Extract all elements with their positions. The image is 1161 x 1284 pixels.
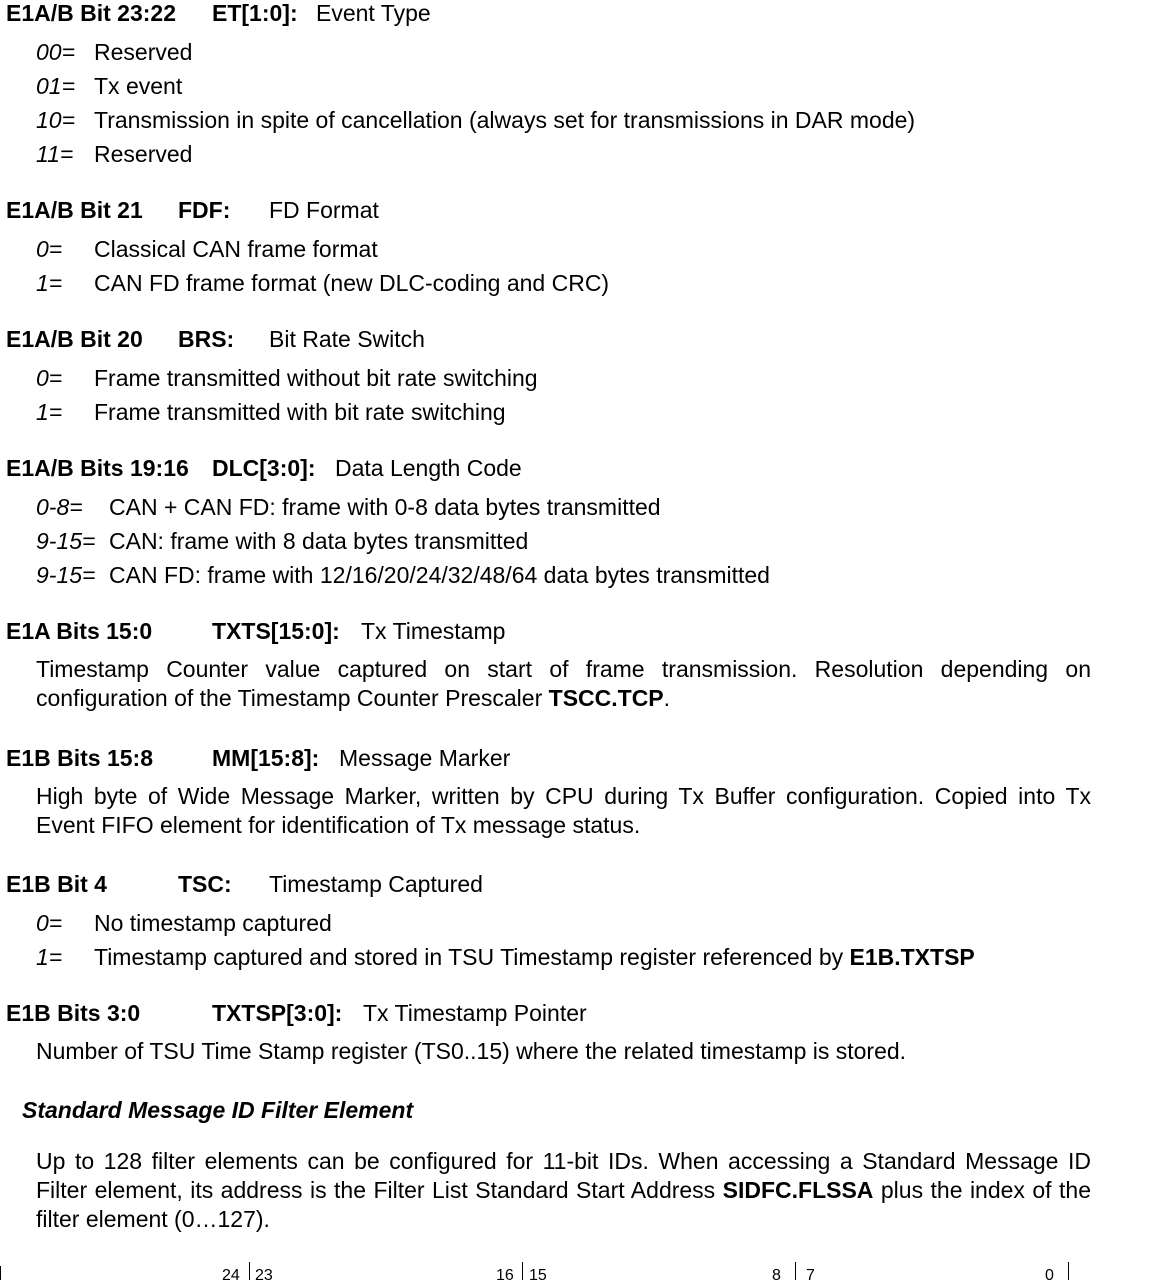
- value-code: 00=: [36, 39, 76, 65]
- field-name: TXTSP[3:0]:: [212, 1000, 343, 1026]
- field-title: Timestamp Captured: [269, 871, 483, 897]
- field-title: Event Type: [316, 0, 431, 26]
- register-label: E1B Bits 15:8: [6, 745, 154, 771]
- value-text: Tx event: [94, 73, 183, 99]
- value-text: Timestamp captured and stored in TSU Timestamp register referenced by E1B.TXTSP: [94, 944, 975, 970]
- value-code: 9-15=: [36, 562, 96, 588]
- value-code: 0=: [36, 365, 63, 391]
- value-code: 1=: [36, 270, 63, 296]
- bit-tick-label: 15: [529, 1267, 547, 1284]
- value-code: 0=: [36, 236, 63, 262]
- field-description: Timestamp Counter value captured on start of frame transmission. Resolution depending on configuration of the Timestamp Counter Prescaler TSCC.TCP.: [36, 656, 1091, 711]
- field-name: ET[1:0]:: [212, 0, 298, 26]
- register-label: E1A Bits 15:0: [6, 618, 153, 644]
- value-code: 11=: [36, 141, 74, 167]
- register-label: E1A/B Bits 19:16: [6, 455, 189, 481]
- value-text: Transmission in spite of cancellation (always set for transmissions in DAR mode): [94, 107, 916, 133]
- value-code: 10=: [36, 107, 76, 133]
- bit-ruler-line: [522, 1262, 523, 1280]
- field-title: FD Format: [269, 197, 379, 223]
- value-text: No timestamp captured: [94, 910, 332, 936]
- section-description: Up to 128 filter elements can be configured for 11-bit IDs. When accessing a Standard Message ID Filter element, its address is the Filter List Standard Start Address SIDFC.FLSSA plus the index of the filter element (0…127).: [36, 1148, 1091, 1232]
- value-code: 1=: [36, 944, 63, 970]
- value-text: Reserved: [94, 141, 193, 167]
- bit-ruler-line: [795, 1262, 796, 1280]
- field-title: Message Marker: [339, 745, 511, 771]
- value-text: CAN + CAN FD: frame with 0-8 data bytes transmitted: [109, 494, 661, 520]
- field-name: MM[15:8]:: [212, 745, 320, 771]
- section-heading: Standard Message ID Filter Element: [22, 1097, 414, 1123]
- value-text: CAN FD: frame with 12/16/20/24/32/48/64 data bytes transmitted: [109, 562, 770, 588]
- value-code: 0-8=: [36, 494, 83, 520]
- field-name: TSC:: [178, 871, 232, 897]
- register-label: E1B Bit 4: [6, 871, 107, 897]
- field-title: Tx Timestamp: [361, 618, 506, 644]
- field-description: Number of TSU Time Stamp register (TS0..15) where the related timestamp is stored.: [36, 1038, 907, 1064]
- register-label: E1A/B Bit 20: [6, 326, 143, 352]
- field-title: Bit Rate Switch: [269, 326, 425, 352]
- field-name: FDF:: [178, 197, 231, 223]
- bit-tick-label: 0: [1045, 1267, 1054, 1284]
- value-code: 01=: [36, 73, 76, 99]
- field-description: High byte of Wide Message Marker, written by CPU during Tx Buffer configuration. Copied into Tx Event FIFO element for identification of Tx message status.: [36, 783, 1091, 838]
- field-name: DLC[3:0]:: [212, 455, 316, 481]
- bit-ruler-line: [0, 1266, 1, 1280]
- bit-tick-label: 23: [255, 1267, 273, 1284]
- bit-tick-label: 24: [222, 1267, 240, 1284]
- value-text: Frame transmitted with bit rate switching: [94, 399, 506, 425]
- bit-tick-label: 8: [772, 1267, 781, 1284]
- bit-ruler-line: [249, 1262, 250, 1280]
- bit-tick-label: 16: [496, 1267, 514, 1284]
- register-label: E1A/B Bit 21: [6, 197, 143, 223]
- value-code: 9-15=: [36, 528, 96, 554]
- value-text: Reserved: [94, 39, 193, 65]
- value-text: Classical CAN frame format: [94, 236, 378, 262]
- value-code: 0=: [36, 910, 63, 936]
- field-name: BRS:: [178, 326, 235, 352]
- bit-tick-label: 7: [806, 1267, 815, 1284]
- field-name: TXTS[15:0]:: [212, 618, 340, 644]
- value-text: CAN FD frame format (new DLC-coding and CRC): [94, 270, 610, 296]
- register-label: E1B Bits 3:0: [6, 1000, 141, 1026]
- field-title: Tx Timestamp Pointer: [363, 1000, 587, 1026]
- register-label: E1A/B Bit 23:22: [6, 0, 177, 26]
- bit-ruler-line: [1068, 1262, 1069, 1280]
- field-title: Data Length Code: [335, 455, 522, 481]
- value-text: CAN: frame with 8 data bytes transmitted: [109, 528, 529, 554]
- value-code: 1=: [36, 399, 63, 425]
- value-text: Frame transmitted without bit rate switching: [94, 365, 538, 391]
